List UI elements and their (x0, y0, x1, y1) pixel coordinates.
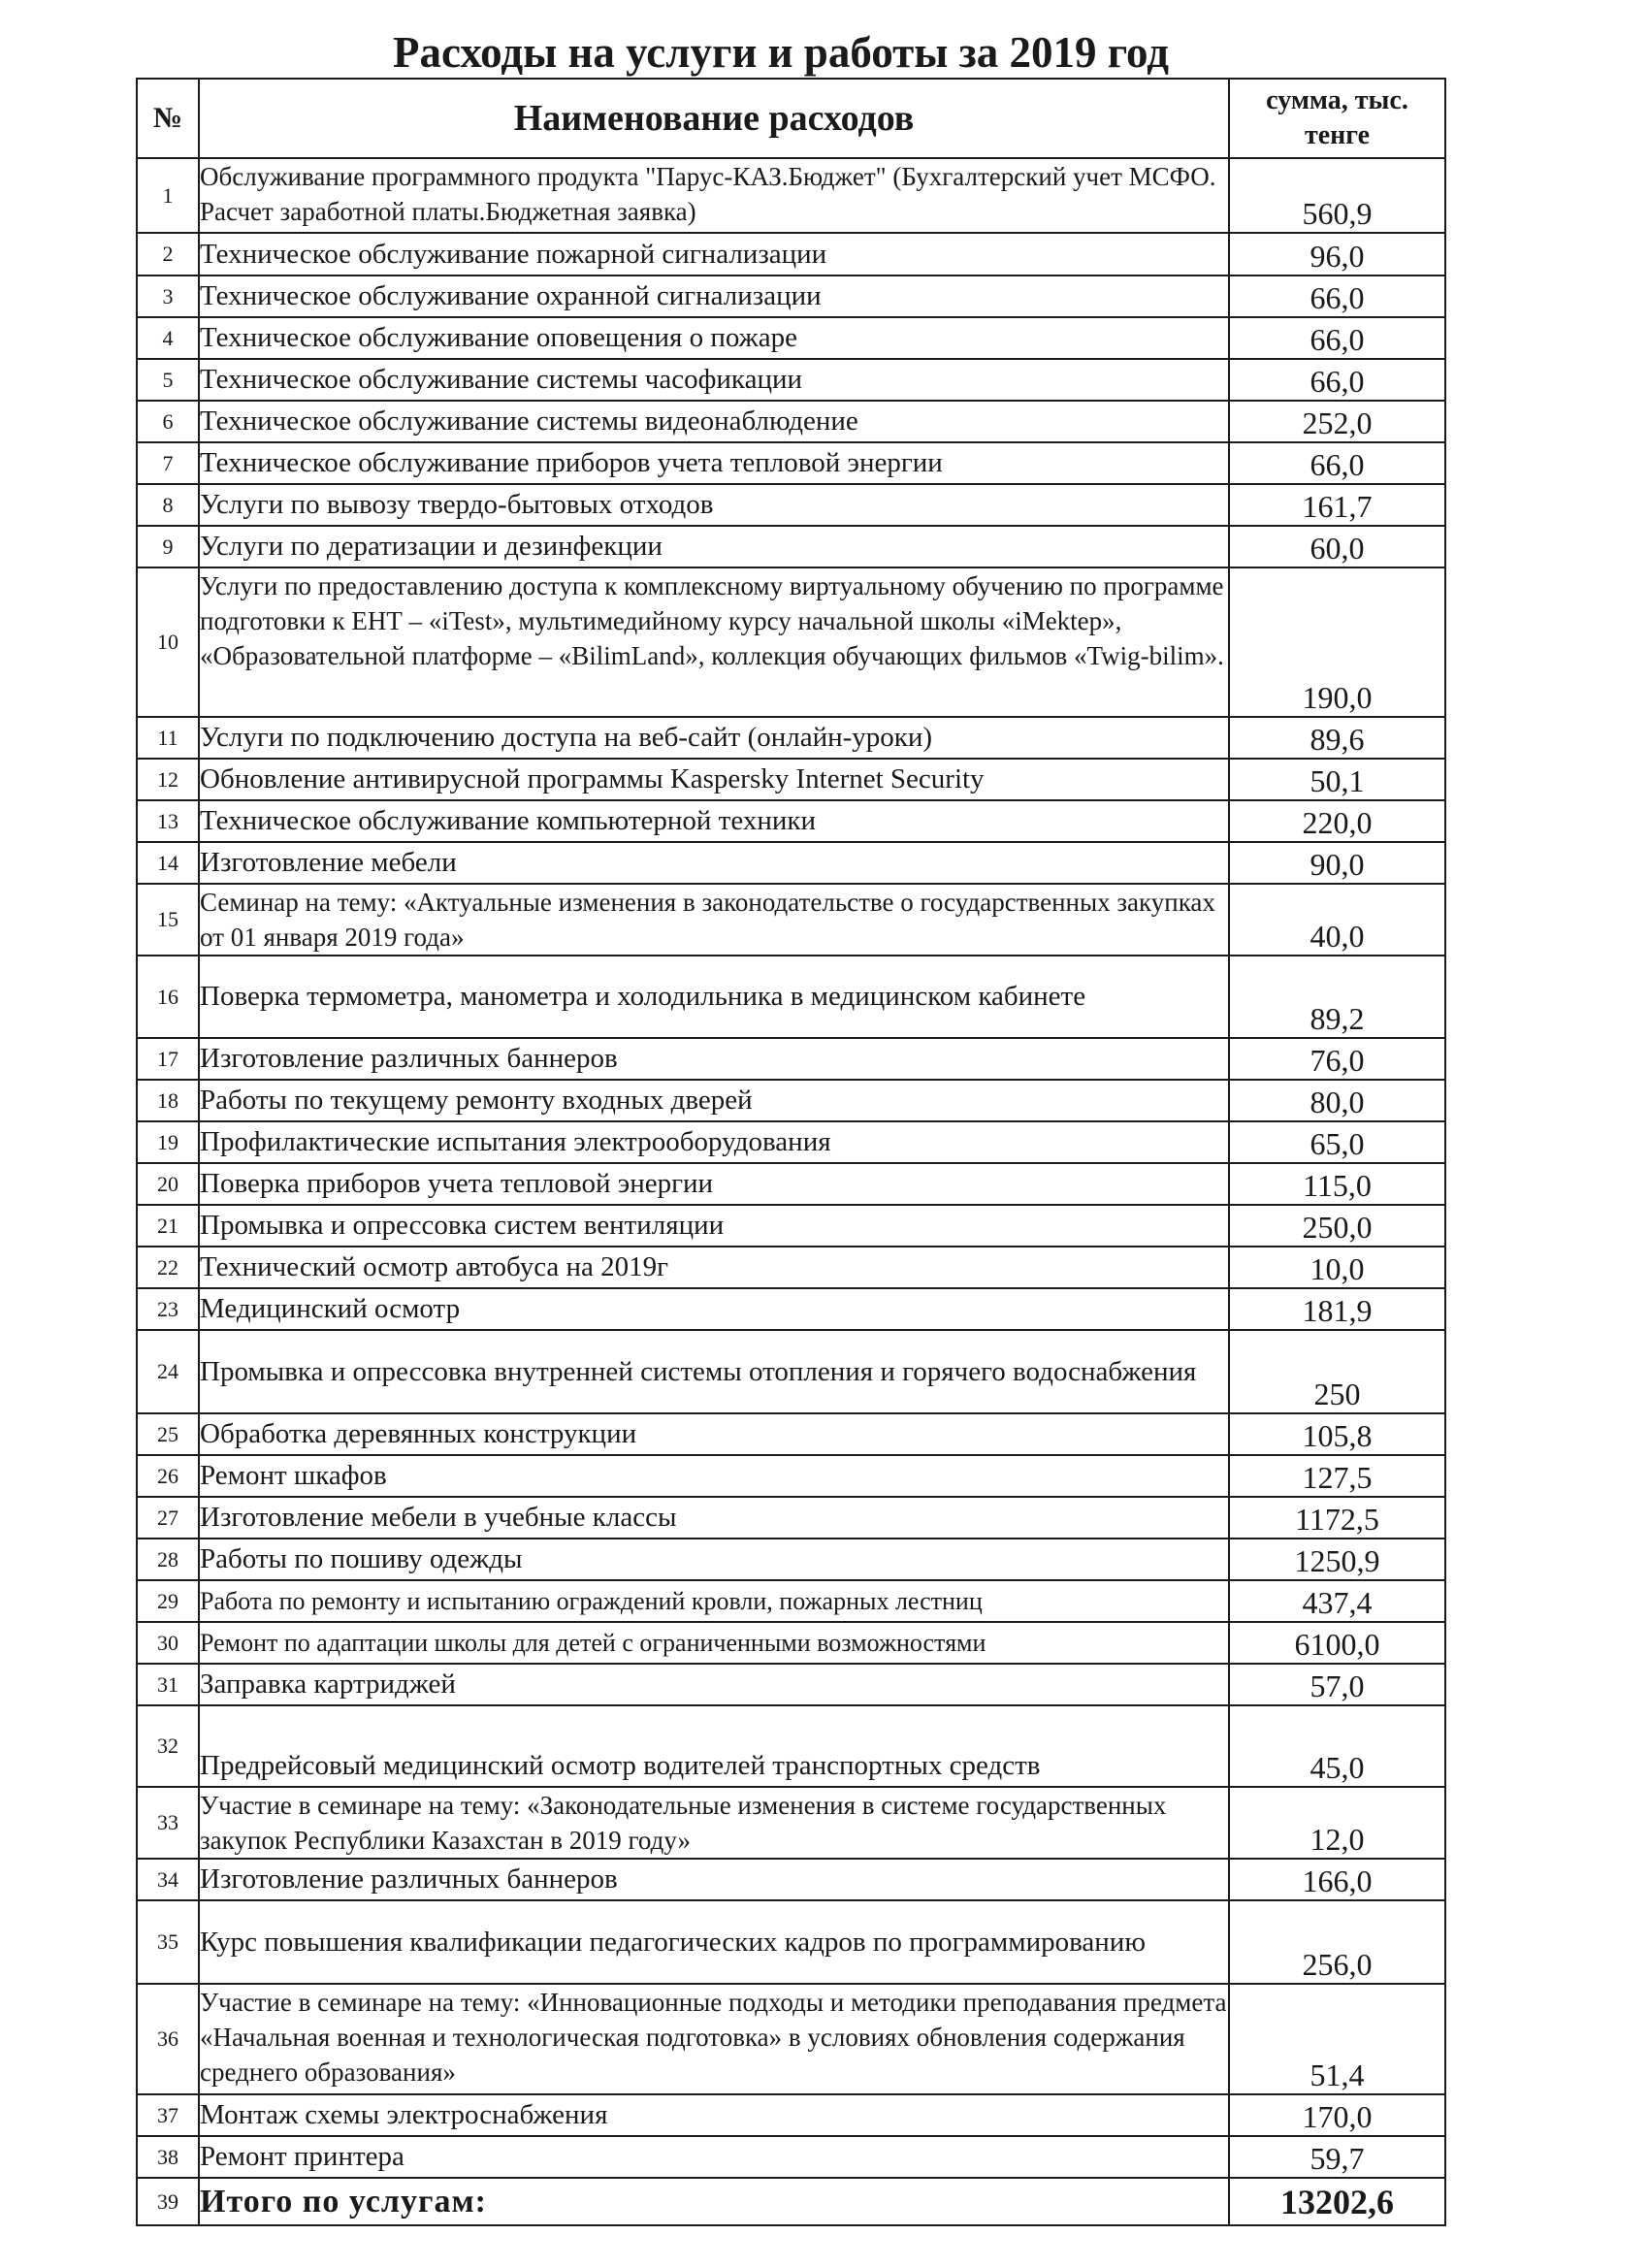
row-sum: 40,0 (1229, 884, 1445, 956)
table-row (137, 158, 1445, 233)
row-name: Изготовление мебели (199, 842, 1229, 884)
table-row (137, 1539, 1445, 1580)
row-number: 34 (137, 1859, 199, 1900)
row-sum: 57,0 (1229, 1664, 1445, 1705)
row-sum: 166,0 (1229, 1859, 1445, 1900)
row-number: 10 (137, 567, 199, 717)
row-number: 22 (137, 1247, 199, 1288)
row-number: 30 (137, 1622, 199, 1664)
row-number: 9 (137, 526, 199, 567)
table-row (137, 359, 1445, 401)
row-sum: 66,0 (1229, 359, 1445, 401)
table-row (137, 1080, 1445, 1121)
row-sum: 1250,9 (1229, 1539, 1445, 1580)
row-sum: 127,5 (1229, 1455, 1445, 1497)
table-row (137, 759, 1445, 800)
row-sum: 60,0 (1229, 526, 1445, 567)
row-number: 4 (137, 317, 199, 359)
row-name: Обновление антивирусной программы Kaspersky Internet Security (199, 759, 1229, 800)
row-name: Работы по пошиву одежды (199, 1539, 1229, 1580)
table-row (137, 956, 1445, 1038)
row-name: Участие в семинаре на тему: «Инновационные подходы и методики преподавания предмета «Начальная военная и технологическая подготовка» в условиях обновления содержания среднего образования» (199, 1984, 1229, 2094)
table-row (137, 2094, 1445, 2136)
row-name: Обслуживание программного продукта "Парус-КАЗ.Бюджет" (Бухгалтерский учет МСФО. Расчет заработной платы.Бюджетная заявка) (199, 158, 1229, 233)
row-sum: 161,7 (1229, 484, 1445, 526)
total-number: 39 (137, 2178, 199, 2225)
row-number: 21 (137, 1205, 199, 1247)
table-row (137, 1705, 1445, 1787)
row-number: 33 (137, 1787, 199, 1859)
row-number: 14 (137, 842, 199, 884)
row-sum: 170,0 (1229, 2094, 1445, 2136)
row-sum: 89,2 (1229, 956, 1445, 1038)
row-name: Ремонт по адаптации школы для детей с ограниченными возможностями (199, 1622, 1229, 1664)
row-number: 27 (137, 1497, 199, 1539)
table-row (137, 1205, 1445, 1247)
table-row (137, 1163, 1445, 1205)
table-row (137, 1580, 1445, 1622)
row-number: 1 (137, 158, 199, 233)
table-row (137, 1664, 1445, 1705)
row-name: Поверка приборов учета тепловой энергии (199, 1163, 1229, 1205)
row-number: 11 (137, 717, 199, 759)
row-name: Изготовление мебели в учебные классы (199, 1497, 1229, 1539)
row-number: 29 (137, 1580, 199, 1622)
row-name: Техническое обслуживание охранной сигнализации (199, 275, 1229, 317)
row-name: Изготовление различных баннеров (199, 1859, 1229, 1900)
table-row (137, 884, 1445, 956)
row-name: Семинар на тему: «Актуальные изменения в законодательстве о государственных закупках от 01 января 2019 года» (199, 884, 1229, 956)
row-name: Обработка деревянных конструкции (199, 1413, 1229, 1455)
row-number: 38 (137, 2136, 199, 2178)
table-row (137, 442, 1445, 484)
table-row (137, 1787, 1445, 1859)
row-sum: 51,4 (1229, 1984, 1445, 2094)
row-number: 3 (137, 275, 199, 317)
table-row (137, 2136, 1445, 2178)
row-sum: 256,0 (1229, 1900, 1445, 1984)
table-row (137, 800, 1445, 842)
total-label: Итого по услугам: (199, 2178, 1229, 2225)
row-number: 28 (137, 1539, 199, 1580)
table-row (137, 484, 1445, 526)
table-row (137, 1038, 1445, 1080)
row-name: Ремонт шкафов (199, 1455, 1229, 1497)
row-name: Техническое обслуживание пожарной сигнализации (199, 233, 1229, 275)
row-number: 18 (137, 1080, 199, 1121)
row-name: Промывка и опрессовка систем вентиляции (199, 1205, 1229, 1247)
table-row (137, 233, 1445, 275)
row-name: Ремонт принтера (199, 2136, 1229, 2178)
row-number: 26 (137, 1455, 199, 1497)
table-row (137, 717, 1445, 759)
table-row (137, 1859, 1445, 1900)
header-sum-line1: сумма, тыс. (1266, 85, 1408, 115)
row-sum: 90,0 (1229, 842, 1445, 884)
row-name: Профилактические испытания электрооборудования (199, 1121, 1229, 1163)
row-sum: 50,1 (1229, 759, 1445, 800)
table-row (137, 1121, 1445, 1163)
row-sum: 560,9 (1229, 158, 1445, 233)
table-row (137, 1413, 1445, 1455)
row-number: 24 (137, 1330, 199, 1413)
table-row (137, 1622, 1445, 1664)
row-sum: 66,0 (1229, 275, 1445, 317)
row-name: Услуги по вывозу твердо-бытовых отходов (199, 484, 1229, 526)
row-name: Изготовление различных баннеров (199, 1038, 1229, 1080)
row-number: 8 (137, 484, 199, 526)
table-row (137, 1984, 1445, 2094)
row-number: 19 (137, 1121, 199, 1163)
row-number: 25 (137, 1413, 199, 1455)
row-sum: 115,0 (1229, 1163, 1445, 1205)
row-name: Услуги по предоставлению доступа к комплексному виртуальному обучению по программе подготовки к ЕНТ – «iTest», мультимедийному курсу начальной школы «iMektep», «Образовательной платформе – «BilimLand», коллекция обучающих фильмов «Twig-bilim». (199, 567, 1229, 717)
row-number: 23 (137, 1288, 199, 1330)
row-name: Техническое обслуживание компьютерной техники (199, 800, 1229, 842)
row-number: 12 (137, 759, 199, 800)
row-number: 37 (137, 2094, 199, 2136)
row-name: Предрейсовый медицинский осмотр водителей транспортных средств (199, 1705, 1229, 1787)
row-sum: 10,0 (1229, 1247, 1445, 1288)
row-number: 5 (137, 359, 199, 401)
row-name: Техническое обслуживание оповещения о пожаре (199, 317, 1229, 359)
row-number: 35 (137, 1900, 199, 1984)
total-sum: 13202,6 (1229, 2178, 1445, 2225)
row-number: 36 (137, 1984, 199, 2094)
row-number: 17 (137, 1038, 199, 1080)
table-header-row (137, 79, 1445, 158)
table-row (137, 275, 1445, 317)
row-sum: 12,0 (1229, 1787, 1445, 1859)
table-row (137, 1900, 1445, 1984)
row-name: Услуги по дератизации и дезинфекции (199, 526, 1229, 567)
row-name: Участие в семинаре на тему: «Законодательные изменения в системе государственных закупок Республики Казахстан в 2019 году» (199, 1787, 1229, 1859)
row-sum: 65,0 (1229, 1121, 1445, 1163)
row-name: Заправка картриджей (199, 1664, 1229, 1705)
header-number: № (137, 79, 199, 158)
table-row (137, 1288, 1445, 1330)
row-sum: 76,0 (1229, 1038, 1445, 1080)
table-row (137, 317, 1445, 359)
table-row (137, 1455, 1445, 1497)
table-row (137, 1247, 1445, 1288)
row-sum: 6100,0 (1229, 1622, 1445, 1664)
row-number: 7 (137, 442, 199, 484)
row-name: Медицинский осмотр (199, 1288, 1229, 1330)
row-number: 2 (137, 233, 199, 275)
row-name: Монтаж схемы электроснабжения (199, 2094, 1229, 2136)
expenses-table (136, 78, 1446, 2226)
row-name: Услуги по подключению доступа на веб-сайт (онлайн-уроки) (199, 717, 1229, 759)
table-row (137, 526, 1445, 567)
row-name: Техническое обслуживание системы часофикации (199, 359, 1229, 401)
table-row (137, 1330, 1445, 1413)
row-sum: 89,6 (1229, 717, 1445, 759)
table-row (137, 842, 1445, 884)
total-row (137, 2178, 1445, 2225)
table-row (137, 401, 1445, 442)
row-number: 13 (137, 800, 199, 842)
row-sum: 181,9 (1229, 1288, 1445, 1330)
header-name: Наименование расходов (199, 79, 1229, 158)
row-sum: 252,0 (1229, 401, 1445, 442)
header-sum-line2: тенге (1304, 120, 1371, 150)
row-sum: 66,0 (1229, 442, 1445, 484)
row-number: 20 (137, 1163, 199, 1205)
row-name: Поверка термометра, манометра и холодильника в медицинском кабинете (199, 956, 1229, 1038)
row-number: 15 (137, 884, 199, 956)
table-row (137, 1497, 1445, 1539)
row-sum: 437,4 (1229, 1580, 1445, 1622)
row-name: Технический осмотр автобуса на 2019г (199, 1247, 1229, 1288)
row-name: Работа по ремонту и испытанию ограждений кровли, пожарных лестниц (199, 1580, 1229, 1622)
row-sum: 250 (1229, 1330, 1445, 1413)
row-sum: 105,8 (1229, 1413, 1445, 1455)
row-sum: 80,0 (1229, 1080, 1445, 1121)
row-name: Техническое обслуживание приборов учета тепловой энергии (199, 442, 1229, 484)
document-title: Расходы на услуги и работы за 2019 год (392, 28, 1169, 77)
row-number: 32 (137, 1705, 199, 1787)
row-sum: 1172,5 (1229, 1497, 1445, 1539)
row-sum: 59,7 (1229, 2136, 1445, 2178)
row-number: 16 (137, 956, 199, 1038)
row-sum: 190,0 (1229, 567, 1445, 717)
header-sum (1229, 79, 1445, 158)
row-number: 31 (137, 1664, 199, 1705)
row-sum: 66,0 (1229, 317, 1445, 359)
row-name: Курс повышения квалификации педагогических кадров по программированию (199, 1900, 1229, 1984)
row-sum: 250,0 (1229, 1205, 1445, 1247)
row-sum: 220,0 (1229, 800, 1445, 842)
row-name: Техническое обслуживание системы видеонаблюдение (199, 401, 1229, 442)
row-name: Работы по текущему ремонту входных дверей (199, 1080, 1229, 1121)
table-row (137, 567, 1445, 717)
row-sum: 45,0 (1229, 1705, 1445, 1787)
row-name: Промывка и опрессовка внутренней системы отопления и горячего водоснабжения (199, 1330, 1229, 1413)
row-number: 6 (137, 401, 199, 442)
row-sum: 96,0 (1229, 233, 1445, 275)
